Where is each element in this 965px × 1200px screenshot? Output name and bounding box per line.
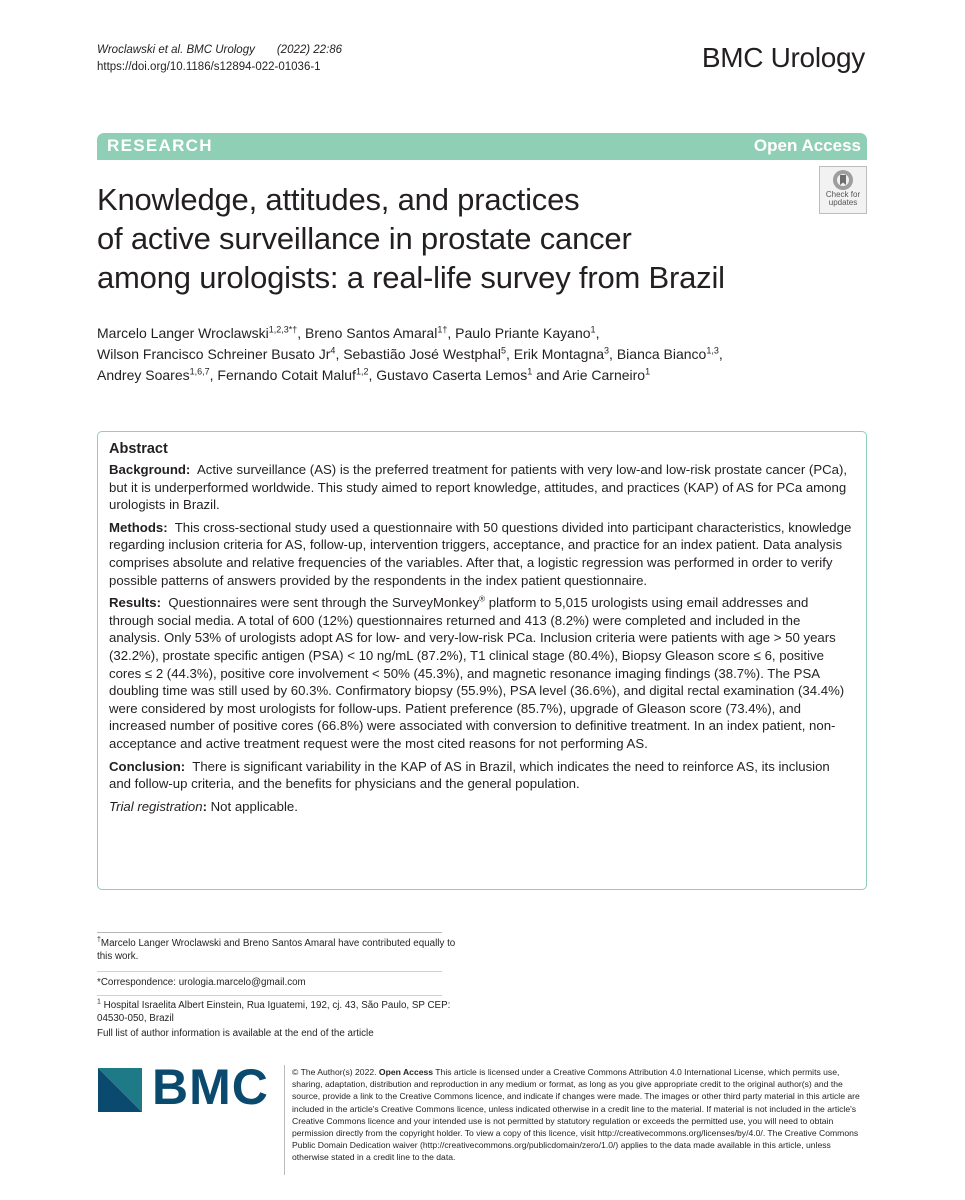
abstract-heading: Abstract (109, 441, 168, 457)
copyright-text: © The Author(s) 2022. (292, 1067, 377, 1077)
license-divider (284, 1065, 285, 1175)
author-affil: 1† (437, 324, 448, 335)
author-name: Wilson Francisco Schreiner Busato Jr (97, 346, 331, 362)
author-sep: and (532, 367, 563, 383)
author-name: Sebastião José Westphal (343, 346, 501, 362)
title-line: among urologists: a real-life survey from Brazil (97, 260, 725, 295)
dagger-mark: † (97, 936, 101, 944)
cc-license-link[interactable]: http://creativecommons.org/licenses/by/4.0/ (597, 1128, 763, 1139)
abstract-methods (109, 519, 855, 589)
results-text-cont: platform to 5,015 urologists using email addresses and through social media. A total of 600 (12%) questionnaires returned and 413 (8.2%) were completed and included in the analysis. Only 53% of urologists adopt AS for low- and very-low-risk PCa. Inclusion criteria were patients with age > 50 years (32.2%), prostate specific antigen (PSA) < 10 ng/mL (87.2%), T1 clinical stage (80.4%), Biopsy Gleason score ≤ 6, positive cores ≤ 2 (44.3%), positive core involvement < 50% (45.3%), and magnetic resonance imaging findings (38.7%). The PSA doubling time was still used by 60.3%. Confirmatory biopsy (55.9%), PSA level (36.6%), and digital rectal examination (34.4%) were considered by most urologists for follow-ups. Patient preference (85.7%), upgrade of Gleason score (73.4%), and increased number of positive cores (66.8%) were associated with conversion to definitive treatment. In an index patient, non-acceptance and active treatment request were the most cited reasons for not performing AS. (109, 595, 845, 751)
title-line: of active surveillance in prostate cancer (97, 221, 632, 256)
affiliation-text: Hospital Israelita Albert Einstein, Rua Iguatemi, 192, cj. 43, São Paulo, SP CEP: 04530-050, Brazil (97, 1000, 451, 1024)
affiliation-footnote (97, 999, 467, 1025)
year-volume: (2022) 22:86 (276, 44, 343, 56)
author-sep: , (505, 346, 514, 362)
methods-text: This cross-sectional study used a questionnaire with 50 questions divided into participant characteristics, knowledge regarding inclusion criteria for AS, follow-up, intervention triggers, acceptance, and practice for an index patient. Data analysis comprises absolute and relative frequencies of the variables. After that, a logistic regression was performed in order to verify possible patterns of answers provided by the respondents in the index patient questionnaire. (109, 519, 852, 588)
author-affil: 1,2 (355, 366, 369, 377)
results-label: Results: (109, 595, 162, 611)
author-sep: , (595, 325, 600, 341)
cc-zero-link[interactable]: http://creativecommons.org/publicdomain/zero/1.0/ (422, 1140, 616, 1151)
section-banner (97, 133, 867, 160)
contribution-text: Marcelo Langer Wroclawski and Breno Santos Amaral have contributed equally to this work. (97, 938, 456, 962)
check-updates-line1: Check for (825, 190, 861, 199)
doi-link[interactable]: https://doi.org/10.1186/s12894-022-01036-1 (97, 61, 321, 73)
conclusion-label: Conclusion: (109, 758, 186, 774)
author-name: Arie Carneiro (562, 367, 646, 383)
registered-mark: ® (479, 594, 486, 604)
author-affil: 5 (500, 345, 506, 356)
background-text: Active surveillance (AS) is the preferred treatment for patients with very low-and low-risk prostate cancer (PCa), but it is underperformed worldwide. This study aimed to report knowledge, attitudes, and practices (KAP) of AS for PCa among urologists in Brazil. (109, 462, 848, 513)
journal-name: BMC Urology (701, 42, 865, 73)
footnote-divider (97, 995, 442, 996)
author-affil: 3 (604, 345, 610, 356)
bmc-logo-text: BMC (152, 1059, 269, 1115)
author-sep: , (297, 325, 306, 341)
background-label: Background: (109, 462, 191, 477)
author-name: Marcelo Langer Wroclawski (97, 325, 269, 341)
trial-label: Trial registration (109, 798, 203, 814)
license-oa-label: Open Access (378, 1067, 434, 1077)
methods-label: Methods: (109, 519, 168, 535)
author-name: Andrey Soares (97, 367, 190, 383)
author-sep: , (718, 346, 723, 362)
contribution-footnote (97, 937, 467, 963)
running-header (97, 42, 342, 76)
author-affil: 1,3 (706, 345, 719, 356)
correspondence-footnote[interactable]: *Correspondence: urologia.marcelo@gmail.com (97, 977, 306, 988)
more-info-footnote: Full list of author information is available at the end of the article (97, 1028, 374, 1039)
journal-ref: Wroclawski et al. BMC Urology (97, 44, 255, 56)
title-line: Knowledge, attitudes, and practices (97, 182, 580, 217)
author-name: Paulo Priante Kayano (455, 325, 591, 341)
author-name: Gustavo Caserta Lemos (376, 367, 528, 383)
license-statement (292, 1066, 867, 1164)
author-affil: 1 (645, 366, 651, 377)
author-sep: , (335, 346, 344, 362)
author-sep: , (447, 325, 456, 341)
author-affil: 1 (590, 324, 596, 335)
author-sep: , (209, 367, 218, 383)
author-sep: , (368, 367, 377, 383)
author-name: Fernando Cotait Maluf (217, 367, 356, 383)
footnote-divider (97, 971, 442, 972)
author-affil: 4 (330, 345, 336, 356)
abstract-box (97, 431, 867, 890)
trial-colon: : (202, 798, 207, 814)
affil-number: 1 (97, 998, 101, 1006)
footnote-divider (97, 932, 442, 933)
abstract-results (109, 594, 855, 752)
abstract-background (109, 461, 855, 514)
author-name: Erik Montagna (513, 346, 605, 362)
check-updates-line2: updates (828, 198, 858, 207)
results-text: Questionnaires were sent through the SurveyMonkey (168, 595, 480, 611)
abstract-trial (109, 798, 855, 816)
open-access-label: Open Access (753, 136, 861, 155)
author-affil: 1 (527, 366, 533, 377)
section-label: RESEARCH (107, 136, 213, 155)
author-affil: 1,2,3*† (268, 324, 298, 335)
author-list (97, 323, 867, 386)
author-name: Bianca Bianco (616, 346, 707, 362)
conclusion-text: There is significant variability in the KAP of AS in Brazil, which indicates the need to reinforce AS, its inclusion and follow-up criteria, and the benefits for physicians and the general population. (109, 758, 830, 792)
author-sep: , (609, 346, 617, 362)
trial-text: Not applicable. (210, 798, 298, 814)
license-text-end: ) applies to the data made available in this article, unless otherwise stated in a credit line to the data. (292, 1140, 831, 1163)
license-text-cont: . The Creative Commons Public Domain Dedication waiver ( (292, 1128, 859, 1151)
abstract-conclusion (109, 758, 855, 793)
license-text: This article is licensed under a Creative Commons Attribution 4.0 International License, which permits use, sharing, adaptation, distribution and reproduction in any medium or format, as long as you give appropriate credit to the original author(s) and the source, provide a link to the Creative Commons licence, and indicate if changes were made. The images or other third party material in this article are included in the article's Creative Commons licence, unless indicated otherwise in a credit line to the material. If material is not included in the article's Creative Commons licence and your intended use is not permitted by statutory regulation or exceeds the permitted use, you will need to obtain permission directly from the copyright holder. To view a copy of this licence, visit (292, 1067, 860, 1139)
author-name: Breno Santos Amaral (305, 325, 438, 341)
article-title (97, 180, 837, 297)
author-affil: 1,6,7 (189, 366, 210, 377)
